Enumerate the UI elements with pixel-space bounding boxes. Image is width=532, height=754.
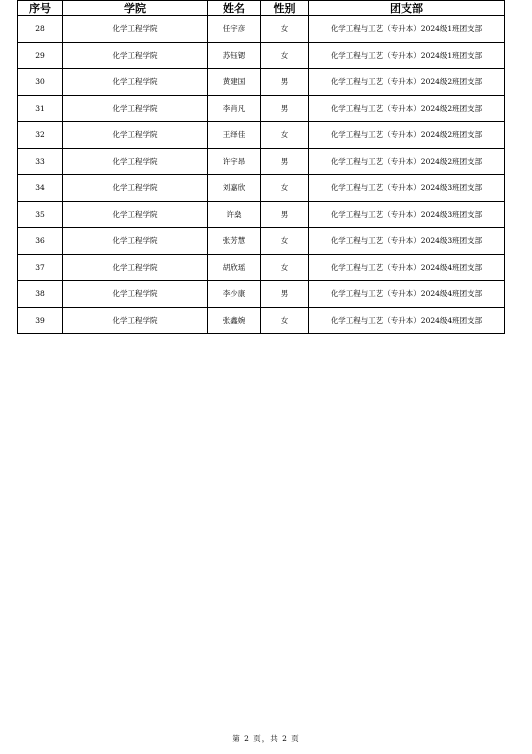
page-number: 第 2 页，共 2 页 bbox=[232, 734, 300, 743]
table-row bbox=[18, 201, 505, 228]
cell-seq: 33 bbox=[18, 148, 63, 175]
cell-college: 化学工程学院 bbox=[63, 122, 208, 149]
table-row bbox=[18, 254, 505, 281]
cell-gender: 男 bbox=[261, 69, 309, 96]
table-row bbox=[18, 228, 505, 255]
header-seq: 序号 bbox=[18, 1, 63, 16]
cell-college: 化学工程学院 bbox=[63, 281, 208, 308]
cell-name: 胡欣瑶 bbox=[208, 254, 261, 281]
cell-name: 刘嘉欣 bbox=[208, 175, 261, 202]
cell-college: 化学工程学院 bbox=[63, 42, 208, 69]
cell-seq: 35 bbox=[18, 201, 63, 228]
cell-gender: 男 bbox=[261, 95, 309, 122]
cell-gender: 女 bbox=[261, 254, 309, 281]
cell-gender: 男 bbox=[261, 281, 309, 308]
cell-branch: 化学工程与工艺（专升本）2024级3班团支部 bbox=[309, 201, 505, 228]
cell-college: 化学工程学院 bbox=[63, 307, 208, 334]
cell-gender: 女 bbox=[261, 228, 309, 255]
cell-branch: 化学工程与工艺（专升本）2024级3班团支部 bbox=[309, 228, 505, 255]
cell-branch: 化学工程与工艺（专升本）2024级3班团支部 bbox=[309, 175, 505, 202]
header-gender: 性别 bbox=[261, 1, 309, 16]
table-row bbox=[18, 175, 505, 202]
cell-gender: 女 bbox=[261, 307, 309, 334]
member-table bbox=[17, 0, 505, 334]
cell-name: 张芳慧 bbox=[208, 228, 261, 255]
cell-gender: 女 bbox=[261, 122, 309, 149]
cell-name: 黄建国 bbox=[208, 69, 261, 96]
header-branch: 团支部 bbox=[309, 1, 505, 16]
cell-college: 化学工程学院 bbox=[63, 228, 208, 255]
cell-branch: 化学工程与工艺（专升本）2024级1班团支部 bbox=[309, 16, 505, 43]
cell-college: 化学工程学院 bbox=[63, 16, 208, 43]
header-college: 学院 bbox=[63, 1, 208, 16]
cell-gender: 女 bbox=[261, 16, 309, 43]
cell-branch: 化学工程与工艺（专升本）2024级4班团支部 bbox=[309, 307, 505, 334]
cell-name: 苏钰锶 bbox=[208, 42, 261, 69]
cell-college: 化学工程学院 bbox=[63, 69, 208, 96]
cell-gender: 男 bbox=[261, 148, 309, 175]
table-header bbox=[18, 1, 505, 16]
cell-branch: 化学工程与工艺（专升本）2024级2班团支部 bbox=[309, 69, 505, 96]
table-row bbox=[18, 281, 505, 308]
cell-seq: 29 bbox=[18, 42, 63, 69]
cell-name: 王绎佳 bbox=[208, 122, 261, 149]
cell-branch: 化学工程与工艺（专升本）2024级2班团支部 bbox=[309, 95, 505, 122]
table-row bbox=[18, 42, 505, 69]
cell-gender: 男 bbox=[261, 201, 309, 228]
cell-branch: 化学工程与工艺（专升本）2024级2班团支部 bbox=[309, 148, 505, 175]
cell-branch: 化学工程与工艺（专升本）2024级2班团支部 bbox=[309, 122, 505, 149]
cell-name: 许宇昂 bbox=[208, 148, 261, 175]
cell-branch: 化学工程与工艺（专升本）2024级1班团支部 bbox=[309, 42, 505, 69]
cell-name: 李少康 bbox=[208, 281, 261, 308]
cell-college: 化学工程学院 bbox=[63, 254, 208, 281]
cell-name: 张鑫婉 bbox=[208, 307, 261, 334]
cell-branch: 化学工程与工艺（专升本）2024级4班团支部 bbox=[309, 254, 505, 281]
table-row bbox=[18, 122, 505, 149]
cell-name: 任宇彦 bbox=[208, 16, 261, 43]
table-row bbox=[18, 16, 505, 43]
table-body bbox=[18, 16, 505, 334]
cell-seq: 37 bbox=[18, 254, 63, 281]
cell-name: 许燊 bbox=[208, 201, 261, 228]
cell-seq: 38 bbox=[18, 281, 63, 308]
table-row bbox=[18, 95, 505, 122]
cell-seq: 32 bbox=[18, 122, 63, 149]
cell-gender: 女 bbox=[261, 175, 309, 202]
cell-seq: 34 bbox=[18, 175, 63, 202]
cell-seq: 30 bbox=[18, 69, 63, 96]
cell-seq: 31 bbox=[18, 95, 63, 122]
header-row bbox=[18, 1, 505, 16]
cell-seq: 28 bbox=[18, 16, 63, 43]
table-row bbox=[18, 307, 505, 334]
cell-seq: 36 bbox=[18, 228, 63, 255]
cell-branch: 化学工程与工艺（专升本）2024级4班团支部 bbox=[309, 281, 505, 308]
cell-name: 李肖凡 bbox=[208, 95, 261, 122]
cell-seq: 39 bbox=[18, 307, 63, 334]
cell-gender: 女 bbox=[261, 42, 309, 69]
header-name: 姓名 bbox=[208, 1, 261, 16]
cell-college: 化学工程学院 bbox=[63, 175, 208, 202]
cell-college: 化学工程学院 bbox=[63, 148, 208, 175]
cell-college: 化学工程学院 bbox=[63, 95, 208, 122]
cell-college: 化学工程学院 bbox=[63, 201, 208, 228]
table-row bbox=[18, 148, 505, 175]
table-row bbox=[18, 69, 505, 96]
